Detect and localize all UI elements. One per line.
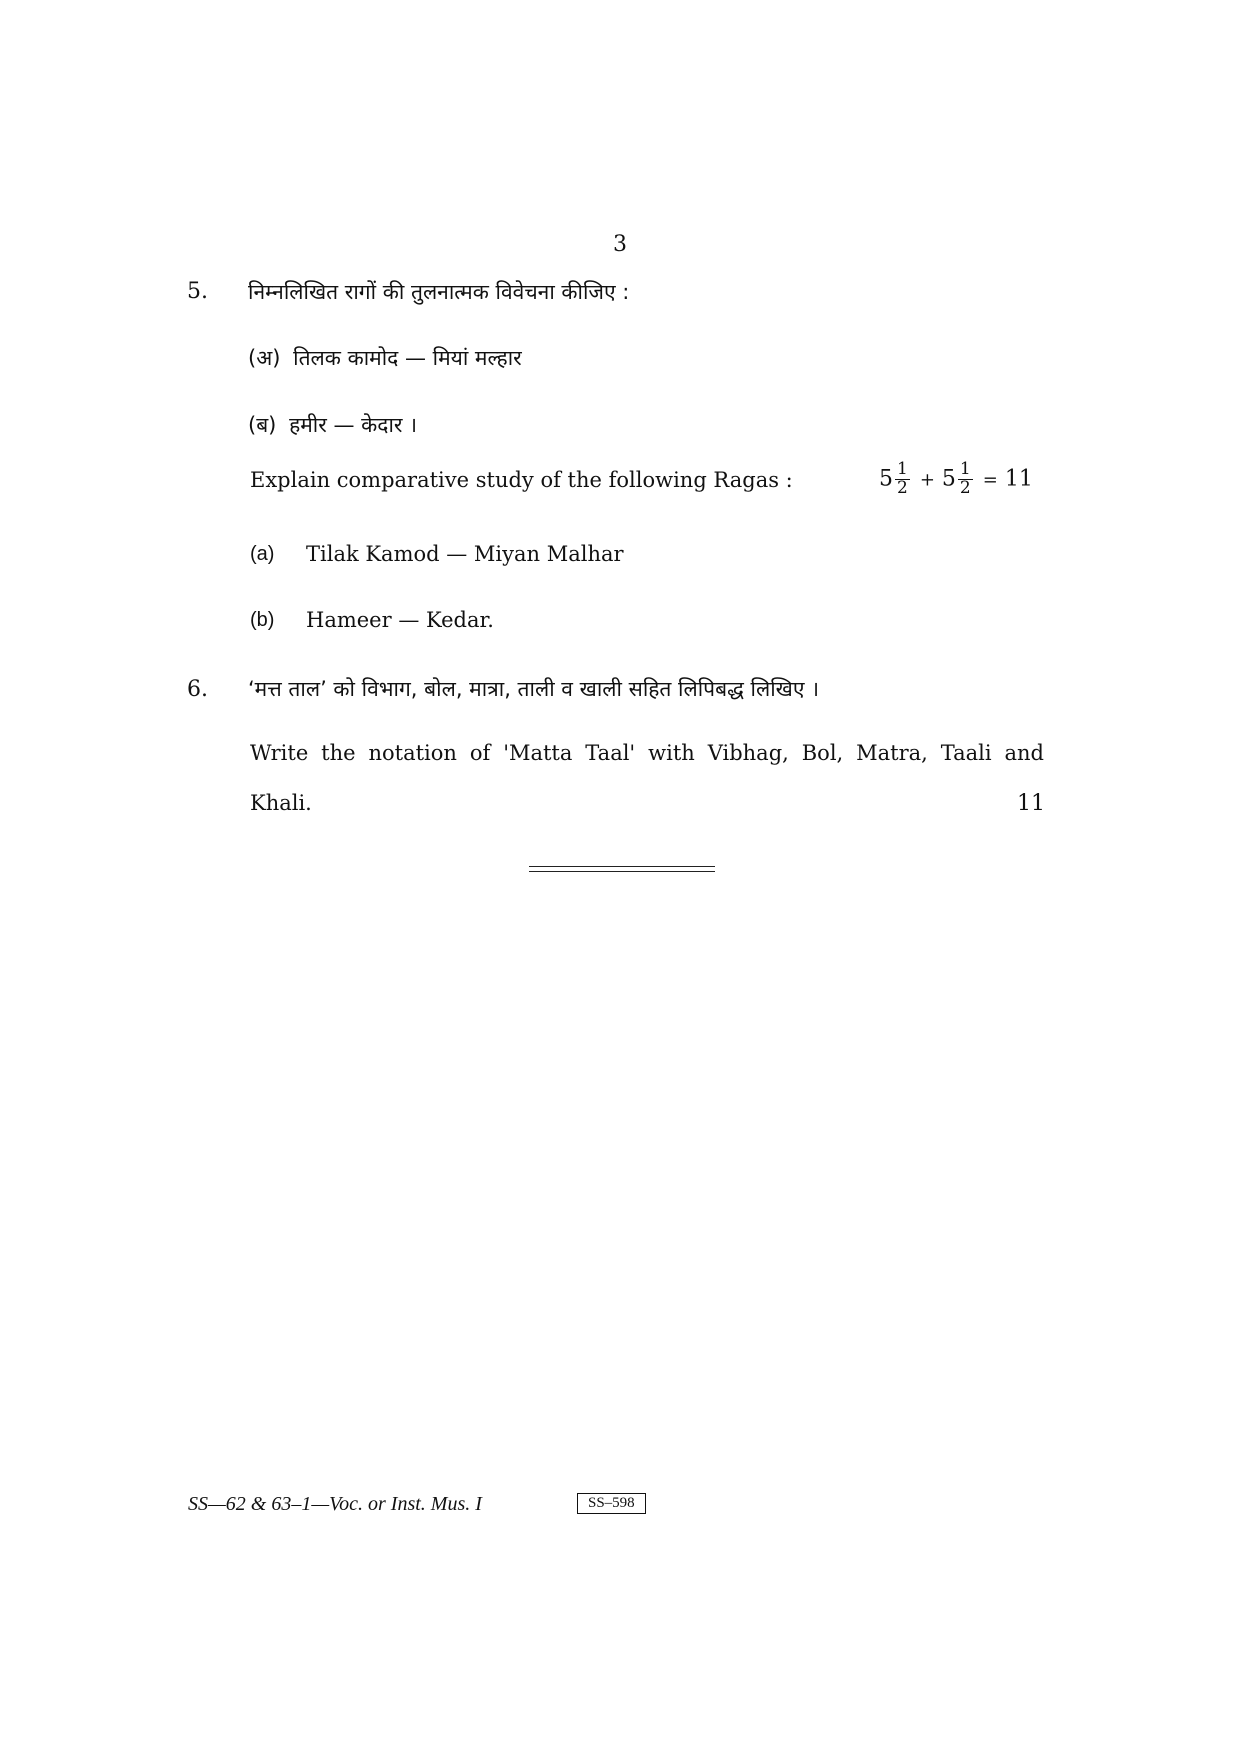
marks-whole-1: 5 [879, 466, 893, 492]
question-6-english-line-2: Khali. [250, 791, 312, 815]
marks-plus: + [919, 469, 935, 491]
item-text: हमीर — केदार । [289, 413, 418, 437]
item-label: (अ) [248, 346, 281, 370]
item-text: Tilak Kamod — Miyan Malhar [306, 542, 624, 566]
question-6-english-line-1: Write the notation of 'Matta Taal' with Vibhag, Bol, Matra, Taali and [250, 741, 1044, 765]
question-5-english-item-a [250, 542, 624, 566]
question-5-marks [879, 461, 1033, 498]
question-6-marks: 11 [1017, 791, 1045, 816]
marks-equals: = [982, 469, 998, 491]
item-label: (a) [250, 543, 275, 565]
item-label: (b) [250, 609, 275, 631]
question-6-number: 6. [187, 677, 208, 702]
item-text: Hameer — Kedar. [306, 608, 494, 632]
fraction-numerator: 1 [897, 459, 908, 479]
question-6-hindi-prompt: ‘मत्त ताल’ को विभाग, बोल, मात्रा, ताली व खाली सहित लिपिबद्ध लिखिए । [248, 677, 820, 701]
marks-whole-2: 5 [941, 466, 956, 492]
item-label: (ब) [248, 413, 277, 437]
marks-fraction-2 [958, 461, 973, 498]
footer-series-code-box: SS–598 [577, 1493, 646, 1514]
fraction-denominator: 2 [959, 477, 971, 498]
question-5-hindi-item-b [248, 411, 417, 439]
question-5-english-item-b [250, 608, 494, 632]
marks-total: 11 [1004, 466, 1033, 492]
question-5-number: 5. [187, 279, 208, 304]
end-double-rule [529, 866, 715, 872]
page-number: 3 [613, 232, 627, 257]
question-5-hindi-item-a [248, 344, 522, 372]
question-5-english-prompt: Explain comparative study of the following Ragas : [250, 468, 793, 492]
fraction-denominator: 2 [897, 477, 908, 498]
item-text: तिलक कामोद — मियां मल्हार [293, 346, 522, 370]
fraction-numerator: 1 [959, 459, 971, 479]
footer-paper-code: SS—62 & 63–1—Voc. or Inst. Mus. I [188, 1493, 482, 1515]
question-5-hindi-prompt: निम्नलिखित रागों की तुलनात्मक विवेचना कीजिए : [248, 280, 630, 304]
marks-fraction-1 [895, 461, 910, 498]
